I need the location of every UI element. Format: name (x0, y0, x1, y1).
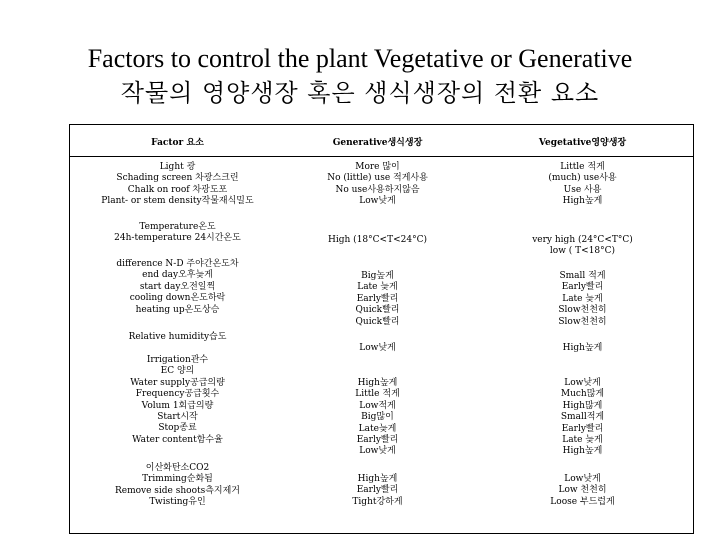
row-humidity-factor (80, 332, 275, 343)
cell-line: low ( T<18°C) (549, 246, 616, 257)
slide-title: Factors to control the plant Vegetative or Generative (87, 44, 633, 73)
row-light-vegetative (475, 162, 690, 208)
cell-line: Quick빨리 (355, 316, 400, 327)
cell-line: Late늦게 (358, 423, 397, 434)
cell-line: Trimming순화됨 (142, 474, 213, 485)
row-humidity-generative (280, 343, 475, 354)
row-light-generative (280, 162, 475, 208)
cell-line: Temperature온도 (139, 222, 216, 232)
cell-line: Chalk on roof 차광도포 (127, 184, 228, 195)
row-irrigation-factor (80, 355, 275, 446)
cell-line: Early빨리 (561, 282, 604, 293)
cell-line: Schading screen 차광스크린 (116, 173, 239, 184)
header-factor: Factor 요소 (151, 138, 204, 148)
cell-line: difference N-D 주야간온도차 (116, 259, 239, 269)
cell-line: Late 늦게 (562, 435, 603, 446)
cell-line: cooling down온도하락 (129, 293, 226, 304)
row-irrigation-vegetative (475, 378, 690, 458)
cell-line: Plant- or stem density작물재식밀도 (101, 196, 254, 207)
cell-line: Big높게 (361, 271, 394, 281)
cell-line: very high (24°C<T°C) (532, 235, 633, 245)
cell-line: Tight강하게 (352, 496, 403, 507)
cell-line: Early빨리 (561, 423, 604, 434)
slide-subtitle-korean: 작물의 영양생장 혹은 생식생장의 전환 요소 (120, 79, 600, 107)
cell-line: Water content함수율 (132, 434, 223, 445)
row-difference-vegetative (475, 271, 690, 328)
cell-line: Late 늦게 (562, 293, 603, 304)
cell-line: High높게 (357, 378, 398, 388)
table-header (70, 126, 693, 157)
cell-line: Stop종료 (158, 423, 197, 434)
row-co2-trimming-factor (80, 463, 275, 509)
row-temperature-generative (280, 235, 475, 246)
row-temperature-vegetative (475, 235, 690, 258)
cell-line: High (18°C<T<24°C) (328, 235, 427, 245)
cell-line: Low낮게 (359, 343, 396, 353)
header-generative: Generative생식생장 (332, 138, 423, 148)
cell-line: High많게 (562, 400, 603, 411)
cell-line: end day오후늦게 (142, 270, 213, 281)
cell-line: No use사용하지않음 (335, 184, 420, 195)
cell-line: High높게 (562, 446, 603, 457)
cell-line: High높게 (562, 343, 603, 353)
cell-line: Much많게 (560, 389, 605, 400)
cell-line: Twisting유인 (149, 497, 206, 508)
cell-line: Low 천천히 (558, 485, 607, 496)
row-light-factor (80, 162, 275, 208)
cell-line: Slow천천히 (558, 316, 607, 327)
row-irrigation-generative (280, 378, 475, 458)
header-vegetative: Vegetative영양생장 (538, 138, 627, 148)
cell-line: Irrigation관수 (146, 355, 209, 365)
cell-line: Water supply공급의량 (130, 377, 225, 388)
cell-line: Low낮게 (359, 196, 396, 207)
cell-line: Early빨리 (356, 435, 399, 446)
cell-line: Low적게 (359, 400, 396, 411)
cell-line: Slow천천히 (558, 305, 607, 316)
cell-line: Little 적게 (560, 162, 605, 172)
cell-line: Low낮게 (564, 474, 601, 484)
cell-line: Small 적게 (559, 271, 606, 281)
cell-line: Light 광 (159, 162, 196, 172)
cell-line: Remove side shoots측지제거 (114, 485, 241, 496)
row-humidity-vegetative (475, 343, 690, 354)
cell-line: Small적게 (560, 412, 605, 423)
cell-line: Volum 1회급의량 (141, 400, 214, 411)
row-co2-trimming-generative (280, 474, 475, 508)
row-co2-trimming-vegetative (475, 474, 690, 508)
cell-line: Quick빨리 (355, 305, 400, 316)
cell-line: Low낮게 (359, 446, 396, 457)
cell-line: Big많이 (361, 412, 394, 423)
cell-line: 이산화탄소CO2 (145, 463, 210, 473)
cell-line: No (little) use 적게사용 (327, 173, 428, 184)
cell-line: EC 양의 (160, 366, 195, 377)
factor-table (69, 124, 694, 534)
cell-line: High높게 (357, 474, 398, 484)
cell-line: More 많이 (355, 162, 400, 172)
cell-line: Late 늦게 (357, 282, 398, 293)
row-difference-factor (80, 259, 275, 316)
cell-line: Little 적게 (355, 389, 400, 400)
cell-line: 24h-temperature 24시간온도 (114, 233, 241, 244)
row-temperature-factor (80, 222, 275, 245)
cell-line: Loose 부드럽게 (550, 496, 615, 507)
cell-line: Start시작 (157, 412, 198, 423)
cell-line: heating up온도상승 (135, 304, 220, 315)
cell-line: Use 사용 (563, 184, 602, 195)
cell-line: Early빨리 (356, 293, 399, 304)
cell-line: Relative humidity습도 (128, 332, 227, 342)
cell-line: Low낮게 (564, 378, 601, 388)
cell-line: High높게 (562, 196, 603, 207)
cell-line: Frequency공급횟수 (135, 389, 220, 400)
cell-line: Early빨리 (356, 485, 399, 496)
cell-line: (much) use사용 (548, 173, 617, 184)
row-difference-generative (280, 271, 475, 328)
cell-line: start day오전일찍 (139, 281, 216, 292)
